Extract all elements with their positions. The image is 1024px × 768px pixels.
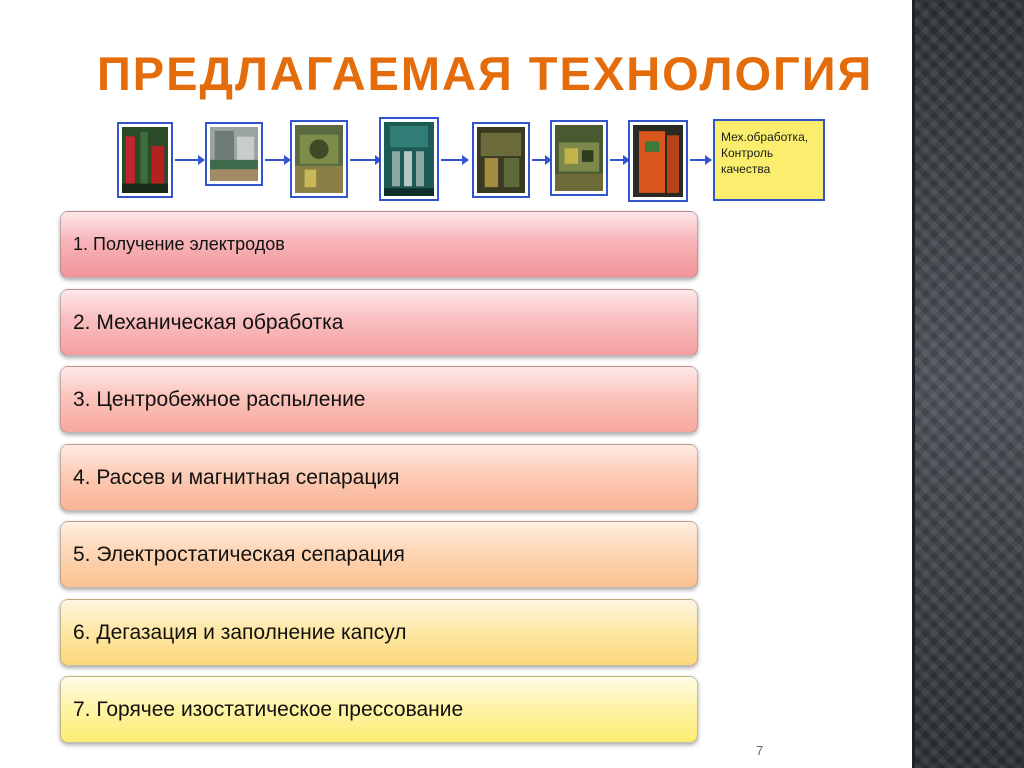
flow-arrow xyxy=(532,159,546,161)
step-label: 5. Электростатическая сепарация xyxy=(73,542,405,566)
quality-control-box xyxy=(713,119,825,201)
step-label: 1. Получение электродов xyxy=(73,234,285,254)
step-label: 6. Дегазация и заполнение капсул xyxy=(73,620,407,644)
step-electrostatic-separation xyxy=(60,521,698,588)
slide-title: ПРЕДЛАГАЕМАЯ ТЕХНОЛОГИЯ xyxy=(97,47,874,100)
isostatic-pressing-photo xyxy=(628,120,688,202)
flow-arrow xyxy=(690,159,706,161)
flow-arrow xyxy=(441,159,463,161)
page-number: 7 xyxy=(756,743,764,758)
degassing-photo xyxy=(550,120,608,196)
centrifugal-spraying-photo xyxy=(290,120,348,198)
final-box-line: качества xyxy=(721,162,771,176)
sieving-separation-photo xyxy=(379,117,439,201)
step-degassing-capsule-filling xyxy=(60,599,698,666)
flow-arrow xyxy=(350,159,376,161)
process-flow-diagram xyxy=(107,114,832,214)
flow-arrow xyxy=(175,159,199,161)
step-sieving-magnetic-separation xyxy=(60,444,698,511)
step-centrifugal-spraying xyxy=(60,366,698,433)
electrostatic-separation-photo xyxy=(472,122,530,198)
step-label: 7. Горячее изостатическое прессование xyxy=(73,697,464,721)
step-label: 4. Рассев и магнитная сепарация xyxy=(73,465,400,489)
decorative-side-panel xyxy=(912,0,1024,768)
step-hot-isostatic-pressing xyxy=(60,676,698,743)
step-label: 3. Центробежное распыление xyxy=(73,387,366,411)
electrode-production-photo xyxy=(117,122,173,198)
side-panel-edge xyxy=(912,0,915,768)
final-box-line: Контроль xyxy=(721,146,774,160)
flow-arrow xyxy=(265,159,285,161)
flow-arrow xyxy=(610,159,624,161)
step-machining xyxy=(60,289,698,356)
final-box-line: Мех.обработка, xyxy=(721,130,809,144)
machining-photo xyxy=(205,122,263,186)
step-electrode-production xyxy=(60,211,698,278)
step-label: 2. Механическая обработка xyxy=(73,310,344,334)
